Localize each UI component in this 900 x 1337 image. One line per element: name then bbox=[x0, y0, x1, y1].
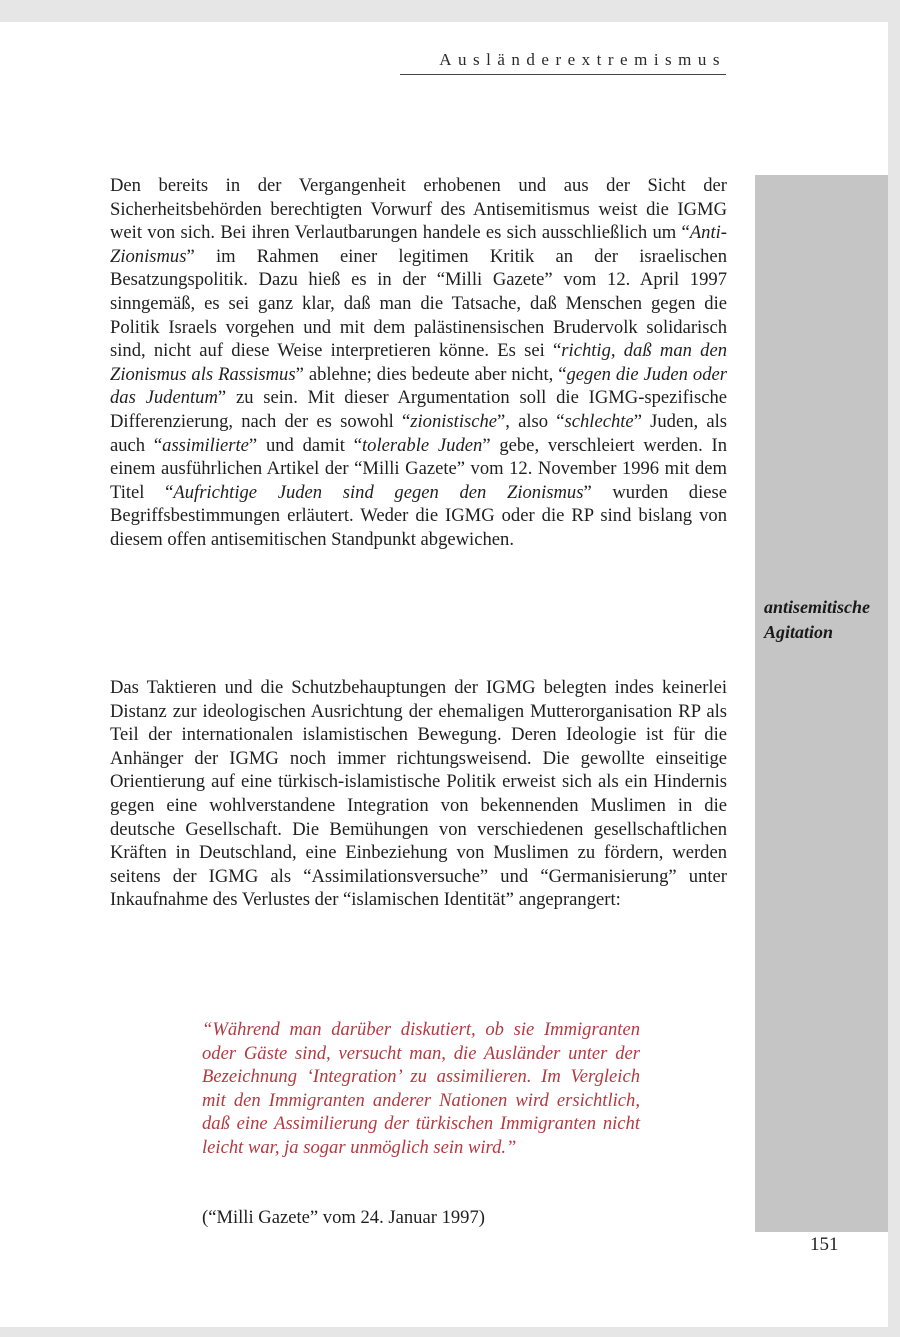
margin-note: antisemitische Agitation bbox=[764, 597, 871, 642]
p1-text-7: ” und damit “ bbox=[248, 434, 362, 456]
p1-emphasis-tolerable-juden: tolerable Juden bbox=[362, 434, 483, 456]
p1-emphasis-schlechte: schlechte bbox=[564, 410, 634, 432]
p1-text-8: ” gebe, verschleiert werden. In einem ausführlichen Artikel der “Milli Gazete” vom 12. November 1996 mit dem Titel “ bbox=[110, 434, 727, 503]
p1-text-2: ” im Rahmen einer legitimen Kritik an der israelischen Besatzungspolitik. Dazu hieß es in der “Milli Gazete” vom 12. April 1997 sinngemäß, es sei ganz klar, daß man die Tatsache, daß Menschen gegen die Politik Israels vorgehen und mit dem palästinensischen Brudervolk solidarisch sind, nicht auf diese Weise interpretieren könne. Es sei “ bbox=[110, 245, 727, 362]
p1-text-4: ” zu sein. Mit dieser Argumentation soll die IGMG-spezifische Differenzierung, nach der es sowohl “ bbox=[110, 387, 728, 432]
p1-emphasis-article-title: Aufrichtige Juden sind gegen den Zionismus bbox=[173, 481, 584, 503]
running-head: Ausländerextremismus bbox=[439, 50, 726, 69]
p1-emphasis-quote-rassismus: richtig, daß man den Zionismus als Rassismus bbox=[110, 340, 728, 385]
p1-text-3: ” ablehne; dies bedeute aber nicht, “ bbox=[295, 363, 567, 385]
quote-source: (“Milli Gazete” vom 24. Januar 1997) bbox=[202, 1207, 485, 1228]
p1-text-9: ” wurden diese Begriffsbestimmungen erläutert. Weder die IGMG oder die RP sind bislang von diesem offen antisemitischen Standpunkt abgewichen. bbox=[110, 481, 727, 550]
page-number: 151 bbox=[810, 1234, 839, 1255]
p1-emphasis-anti-zionismus: Anti-Zionismus bbox=[110, 222, 727, 267]
margin-shaded-band bbox=[755, 175, 888, 1232]
p1-text-5: ”, also “ bbox=[497, 410, 565, 432]
p1-text-6: ” Juden, als auch “ bbox=[110, 410, 727, 456]
p1-text-1: Den bereits in der Vergangenheit erhobenen und aus der Sicht der Sicherheitsbehörden berechtigten Vorwurf des Antisemitismus weist die IGMG weit von sich. Bei ihren Verlautbarungen handele es sich ausschließlich um “ bbox=[110, 175, 727, 244]
block-quote: “Während man darüber diskutiert, ob sie Immigranten oder Gäste sind, versucht man, die Ausländer unter der Bezeichnung ‘Integration’ zu assimilieren. Im Vergleich mit den Immigranten anderer Nationen wird ersichtlich, daß eine Assimilierung der türkischen Immigranten nicht leicht war, ja sogar unmöglich sein wird.” bbox=[202, 1019, 640, 1158]
book-page bbox=[0, 22, 888, 1327]
paragraph-integration: Das Taktieren und die Schutzbehauptungen der IGMG belegten indes keinerlei Distanz zur ideologischen Ausrichtung der ehemaligen Mutterorganisation RP als Teil der internationalen islamistischen Bewegung. Deren Ideologie ist für die Anhänger der IGMG noch immer richtungsweisend. Die gewollte einseitige Orientierung auf eine türkisch-islamistische Politik erweist sich als ein Hindernis gegen eine wohlverstandene Integration von bekennenden Muslimen in die deutsche Gesellschaft. Die Bemühungen von verschiedenen gesellschaftlichen Kräften in Deutschland, eine Einbeziehung von Muslimen zu fördern, werden seitens der IGMG als “Assimilationsversuche” und “Germanisierung” unter Inkaufnahme des Verlustes der “islamischen Identität” angeprangert: bbox=[110, 677, 727, 911]
p1-emphasis-quote-judentum: gegen die Juden oder das Judentum bbox=[110, 363, 727, 409]
header-rule bbox=[400, 74, 726, 75]
paragraph-antisemitism bbox=[110, 174, 727, 552]
p1-emphasis-assimilierte: assimilierte bbox=[162, 434, 249, 456]
p1-emphasis-zionistische: zionistische bbox=[410, 410, 498, 432]
